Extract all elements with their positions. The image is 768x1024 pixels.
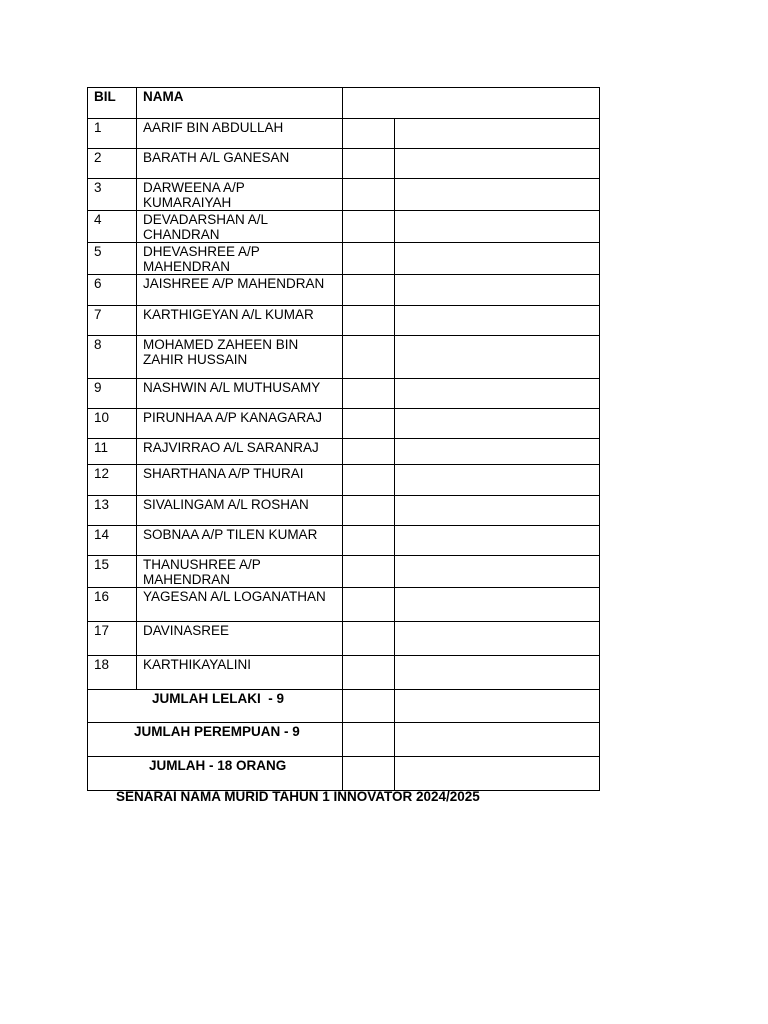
blank-cell [395, 149, 600, 179]
blank-cell [343, 379, 395, 409]
blank-cell [343, 179, 395, 211]
student-name: KARTHIKAYALINI [137, 656, 343, 690]
student-name: DHEVASHREE A/P MAHENDRAN [137, 243, 343, 275]
blank-cell [395, 622, 600, 656]
table-row [88, 336, 600, 379]
student-name: SIVALINGAM A/L ROSHAN [137, 496, 343, 526]
blank-cell [343, 556, 395, 588]
blank-cell [395, 656, 600, 690]
summary-label: JUMLAH - 18 ORANG [149, 758, 287, 773]
table-row [88, 211, 600, 243]
row-number: 4 [88, 211, 137, 243]
student-name: DEVADARSHAN A/L CHANDRAN [137, 211, 343, 243]
blank-cell [395, 496, 600, 526]
blank-cell [395, 243, 600, 275]
blank-cell [395, 588, 600, 622]
blank-cell [343, 439, 395, 465]
row-number: 17 [88, 622, 137, 656]
row-number: 16 [88, 588, 137, 622]
table-row [88, 275, 600, 306]
table-row [88, 556, 600, 588]
student-name: DAVINASREE [137, 622, 343, 656]
student-name: THANUSHREE A/P MAHENDRAN [137, 556, 343, 588]
row-number: 3 [88, 179, 137, 211]
student-name: RAJVIRRAO A/L SARANRAJ [137, 439, 343, 465]
table-row [88, 119, 600, 149]
student-name: BARATH A/L GANESAN [137, 149, 343, 179]
table-row [88, 526, 600, 556]
blank-cell [343, 496, 395, 526]
table-row [88, 149, 600, 179]
student-name: SHARTHANA A/P THURAI [137, 465, 343, 496]
student-name: YAGESAN A/L LOGANATHAN [137, 588, 343, 622]
blank-cell [395, 465, 600, 496]
row-number: 11 [88, 439, 137, 465]
student-name: KARTHIGEYAN A/L KUMAR [137, 306, 343, 336]
document-caption: SENARAI NAMA MURID TAHUN 1 INNOVATOR 2024/2025 [116, 789, 480, 804]
blank-cell [395, 306, 600, 336]
blank-cell [395, 757, 600, 791]
row-number: 8 [88, 336, 137, 379]
student-name: DARWEENA A/P KUMARAIYAH [137, 179, 343, 211]
row-number: 1 [88, 119, 137, 149]
row-number: 10 [88, 409, 137, 439]
student-name: AARIF BIN ABDULLAH [137, 119, 343, 149]
blank-cell [343, 336, 395, 379]
summary-label-cell [88, 757, 343, 791]
blank-cell [343, 409, 395, 439]
student-name: NASHWIN A/L MUTHUSAMY [137, 379, 343, 409]
student-list-table [87, 87, 600, 791]
blank-cell [343, 690, 395, 723]
table-row [88, 496, 600, 526]
blank-cell [343, 149, 395, 179]
summary-label-cell [88, 690, 343, 723]
blank-cell [395, 409, 600, 439]
blank-cell [395, 336, 600, 379]
table-row [88, 306, 600, 336]
summary-row [88, 757, 600, 791]
row-number: 14 [88, 526, 137, 556]
table-row [88, 379, 600, 409]
blank-cell [343, 306, 395, 336]
blank-cell [395, 723, 600, 757]
student-name: JAISHREE A/P MAHENDRAN [137, 275, 343, 306]
summary-row [88, 690, 600, 723]
header-row [88, 88, 600, 119]
summary-row [88, 723, 600, 757]
row-number: 2 [88, 149, 137, 179]
summary-label-cell [88, 723, 343, 757]
header-bil: BIL [88, 88, 137, 119]
blank-cell [343, 275, 395, 306]
blank-cell [343, 243, 395, 275]
student-name: PIRUNHAA A/P KANAGARAJ [137, 409, 343, 439]
header-blank-cell [343, 88, 600, 119]
blank-cell [395, 179, 600, 211]
blank-cell [343, 723, 395, 757]
table-row [88, 439, 600, 465]
blank-cell [343, 119, 395, 149]
blank-cell [343, 588, 395, 622]
blank-cell [395, 275, 600, 306]
table-row [88, 465, 600, 496]
blank-cell [395, 211, 600, 243]
student-list-body [88, 88, 600, 791]
table-row [88, 622, 600, 656]
student-name: MOHAMED ZAHEEN BIN ZAHIR HUSSAIN [137, 336, 343, 379]
student-name: SOBNAA A/P TILEN KUMAR [137, 526, 343, 556]
blank-cell [395, 526, 600, 556]
row-number: 6 [88, 275, 137, 306]
summary-label: JUMLAH PEREMPUAN - 9 [134, 724, 300, 739]
blank-cell [395, 439, 600, 465]
blank-cell [343, 526, 395, 556]
table-row [88, 588, 600, 622]
blank-cell [395, 119, 600, 149]
row-number: 13 [88, 496, 137, 526]
table-row [88, 409, 600, 439]
row-number: 12 [88, 465, 137, 496]
blank-cell [343, 211, 395, 243]
blank-cell [343, 757, 395, 791]
row-number: 15 [88, 556, 137, 588]
row-number: 5 [88, 243, 137, 275]
blank-cell [343, 465, 395, 496]
row-number: 7 [88, 306, 137, 336]
row-number: 18 [88, 656, 137, 690]
table-row [88, 656, 600, 690]
header-nama: NAMA [137, 88, 343, 119]
blank-cell [395, 379, 600, 409]
summary-label: JUMLAH LELAKI - 9 [152, 691, 285, 706]
blank-cell [343, 622, 395, 656]
blank-cell [343, 656, 395, 690]
table-row [88, 243, 600, 275]
blank-cell [395, 690, 600, 723]
row-number: 9 [88, 379, 137, 409]
table-row [88, 179, 600, 211]
blank-cell [395, 556, 600, 588]
